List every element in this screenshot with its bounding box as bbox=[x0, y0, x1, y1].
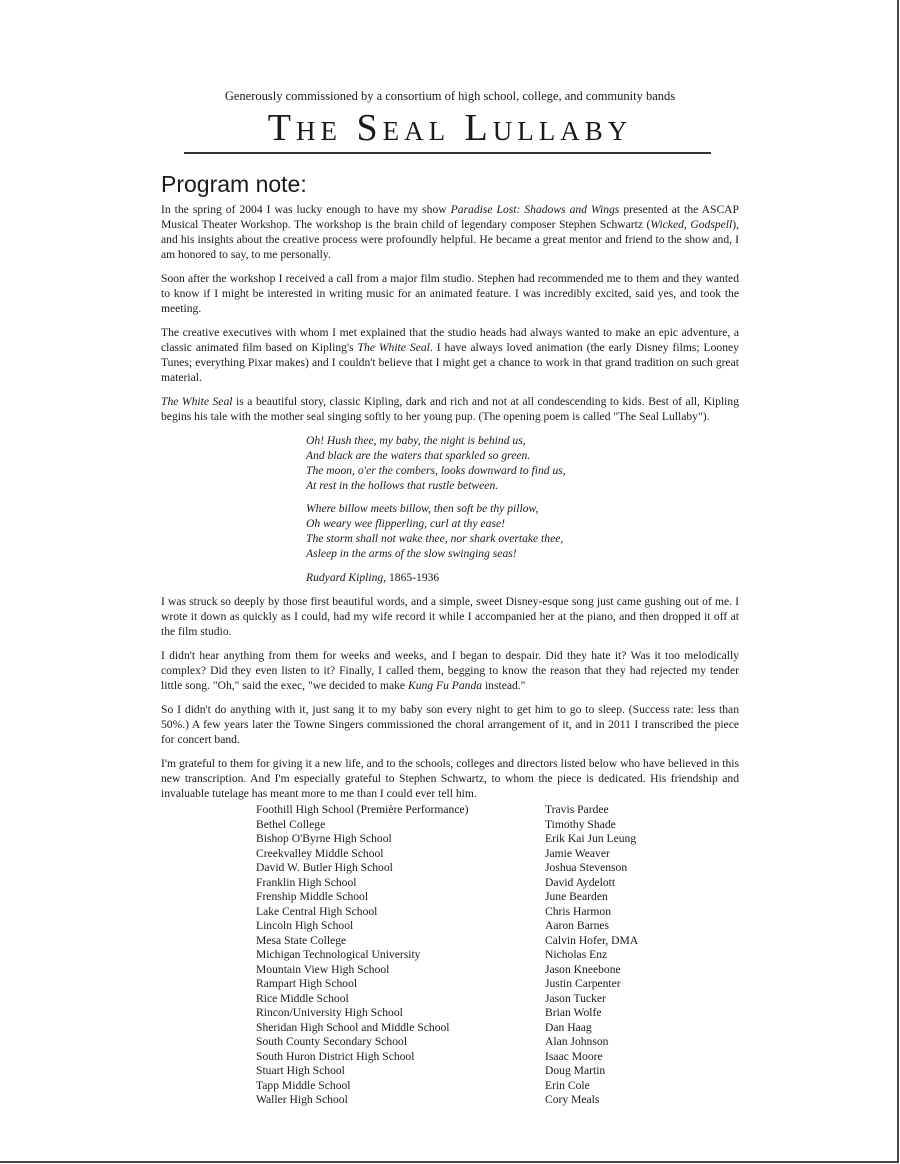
director-name: Jason Kneebone bbox=[545, 962, 621, 976]
director-name: Timothy Shade bbox=[545, 817, 616, 831]
text-run: presented at the ASCAP Musical Theater Workshop. The workshop is the brain child of legendary composer Stephen Schwartz ( bbox=[161, 203, 740, 231]
director-name: Dan Haag bbox=[545, 1020, 592, 1034]
paragraph-1 bbox=[161, 202, 739, 262]
poem bbox=[161, 433, 739, 561]
poem-line: And black are the waters that sparkled so green. bbox=[306, 449, 531, 462]
school-name: Bishop O'Byrne High School bbox=[256, 832, 392, 845]
school-name: Michigan Technological University bbox=[256, 948, 421, 961]
program-note-body bbox=[161, 202, 739, 810]
director-name: Alan Johnson bbox=[545, 1035, 609, 1048]
text-run: In the spring of 2004 I was lucky enough to have my show bbox=[161, 203, 451, 216]
school-name: South County Secondary School bbox=[256, 1035, 408, 1048]
director-name: Calvin Hofer, DMA bbox=[545, 933, 639, 947]
film-title: Kung Fu Panda bbox=[407, 679, 483, 692]
director-name: Brian Wolfe bbox=[545, 1006, 602, 1019]
director-name: Chris Harmon bbox=[545, 904, 612, 918]
book-title: The White Seal bbox=[357, 341, 430, 354]
paragraph-4 bbox=[161, 394, 739, 424]
school-name: Stuart High School bbox=[256, 1064, 345, 1077]
director-name: Aaron Barnes bbox=[545, 919, 610, 932]
page-title: The Seal Lullaby bbox=[267, 107, 633, 149]
book-title: The White Seal bbox=[161, 395, 233, 408]
school-name: Franklin High School bbox=[256, 875, 357, 889]
poem-author: Rudyard Kipling bbox=[306, 571, 384, 584]
poem-line: At rest in the hollows that rustle between. bbox=[306, 479, 499, 492]
school-name: Tapp Middle School bbox=[256, 1078, 351, 1092]
school-name: Mountain View High School bbox=[256, 962, 390, 976]
paragraph-3 bbox=[161, 325, 739, 385]
commission-line: Generously commissioned by a consortium of high school, college, and community bands bbox=[224, 89, 676, 103]
text-run: ), and his insights about the creative process were profoundly helpful. He became a great mentor and friend to the show and, I am honored to say, to me personally. bbox=[161, 218, 739, 261]
director-name: Joshua Stevenson bbox=[545, 861, 628, 874]
paragraph-8: I'm grateful to them for giving it a new life, and to the schools, colleges and directors listed below who have believed in this new transcription. And I'm especially grateful to Stephen Schwartz, to whom the piece is dedicated. His friendship and invaluable tutelage has meant more to me than I could ever tell him. bbox=[161, 757, 739, 800]
paragraph-7: So I didn't do anything with it, just sang it to my baby son every night to get him to go to sleep. (Success rate: less than 50%.) A few years later the Towne Singers commissioned the choral arrangement of it, and in 2011 I transcribed the piece for concert band. bbox=[161, 703, 739, 746]
school-name: Frenship Middle School bbox=[256, 890, 369, 903]
school-name: Lake Central High School bbox=[256, 904, 378, 918]
text-run: , bbox=[683, 218, 691, 231]
school-name: David W. Butler High School bbox=[256, 861, 393, 874]
consortium-directors-list bbox=[545, 803, 638, 1108]
school-name: Lincoln High School bbox=[256, 919, 354, 932]
text-run: I didn't hear anything from them for weeks and weeks, and I began to despair. Did they hate it? Was it too melodically complex? Did they even listen to it? Finally, I called them, begging to know the reason that they had rejected my tender little song. "Oh," said the exec, "we decided to make bbox=[161, 649, 739, 692]
poem-stanza-2 bbox=[306, 501, 739, 561]
text-run: The creative executives with whom I met explained that the studio heads had always wanted to make an epic adventure, a classic animated film based on Kipling's bbox=[161, 326, 739, 354]
school-name: Rampart High School bbox=[256, 977, 358, 990]
school-name: Rincon/University High School bbox=[256, 1006, 403, 1019]
consortium-schools-list bbox=[256, 803, 469, 1108]
director-name: David Aydelott bbox=[545, 875, 616, 889]
school-name: Mesa State College bbox=[256, 933, 347, 947]
title-rule bbox=[184, 152, 711, 154]
director-name: June Bearden bbox=[545, 890, 608, 903]
school-name: Waller High School bbox=[256, 1093, 348, 1106]
paragraph-6 bbox=[161, 648, 739, 693]
text-run: instead." bbox=[482, 679, 526, 692]
director-name: Cory Meals bbox=[545, 1093, 600, 1106]
school-name: Sheridan High School and Middle School bbox=[256, 1020, 450, 1034]
director-name: Erin Cole bbox=[545, 1078, 590, 1092]
director-name: Jason Tucker bbox=[545, 991, 606, 1005]
director-name: Isaac Moore bbox=[545, 1049, 603, 1063]
school-name: Foothill High School (Première Performance) bbox=[256, 803, 469, 816]
paragraph-5: I was struck so deeply by those first beautiful words, and a simple, sweet Disney-esque song just came gushing out of me. I wrote it down as quickly as I could, had my wife record it while I accompanied her at the piano, and then dropped it off at the film studio. bbox=[161, 595, 739, 638]
show-title: Paradise Lost: Shadows and Wings bbox=[450, 203, 620, 216]
director-name: Travis Pardee bbox=[545, 803, 609, 816]
show-title: Godspell bbox=[690, 218, 733, 231]
school-name: South Huron District High School bbox=[256, 1049, 415, 1063]
poem-line: Oh weary wee flipperling, curl at thy ease! bbox=[306, 517, 505, 530]
director-name: Nicholas Enz bbox=[545, 948, 608, 961]
director-name: Erik Kai Jun Leung bbox=[545, 832, 637, 845]
poem-stanza-1 bbox=[306, 433, 739, 493]
poem-attribution bbox=[161, 570, 739, 585]
text-run: is a beautiful story, classic Kipling, dark and rich and not at all condescending to kids. Best of all, Kipling begins his tale with the mother seal singing softly to her young pup. (The opening poem is called "The Seal Lullaby"). bbox=[161, 395, 739, 423]
school-name: Bethel College bbox=[256, 817, 326, 831]
poem-line: The storm shall not wake thee, nor shark overtake thee, bbox=[306, 532, 564, 545]
director-name: Doug Martin bbox=[545, 1064, 606, 1077]
text-run: . I have always loved animation (the early Disney films; Looney Tunes; everything Pixar makes) and I couldn't believe that I might get a chance to work in that grand tradition on such great material. bbox=[161, 341, 739, 384]
poem-line: Where billow meets billow, then soft be thy pillow, bbox=[306, 502, 539, 515]
director-name: Jamie Weaver bbox=[545, 846, 610, 860]
school-name: Rice Middle School bbox=[256, 991, 349, 1005]
poem-line: The moon, o'er the combers, looks downward to find us, bbox=[306, 464, 566, 477]
poem-line: Asleep in the arms of the slow swinging seas! bbox=[306, 547, 517, 560]
section-heading: Program note: bbox=[161, 171, 307, 197]
poem-years: , 1865-1936 bbox=[383, 571, 440, 584]
school-name: Creekvalley Middle School bbox=[256, 846, 384, 860]
director-name: Justin Carpenter bbox=[545, 977, 621, 990]
poem-line: Oh! Hush thee, my baby, the night is behind us, bbox=[306, 434, 526, 447]
show-title: Wicked bbox=[650, 218, 684, 231]
paragraph-2: Soon after the workshop I received a call from a major film studio. Stephen had recommended me to them and they wanted to know if I might be interested in writing music for an animated feature. I was incredibly excited, said yes, and took the meeting. bbox=[161, 272, 739, 315]
